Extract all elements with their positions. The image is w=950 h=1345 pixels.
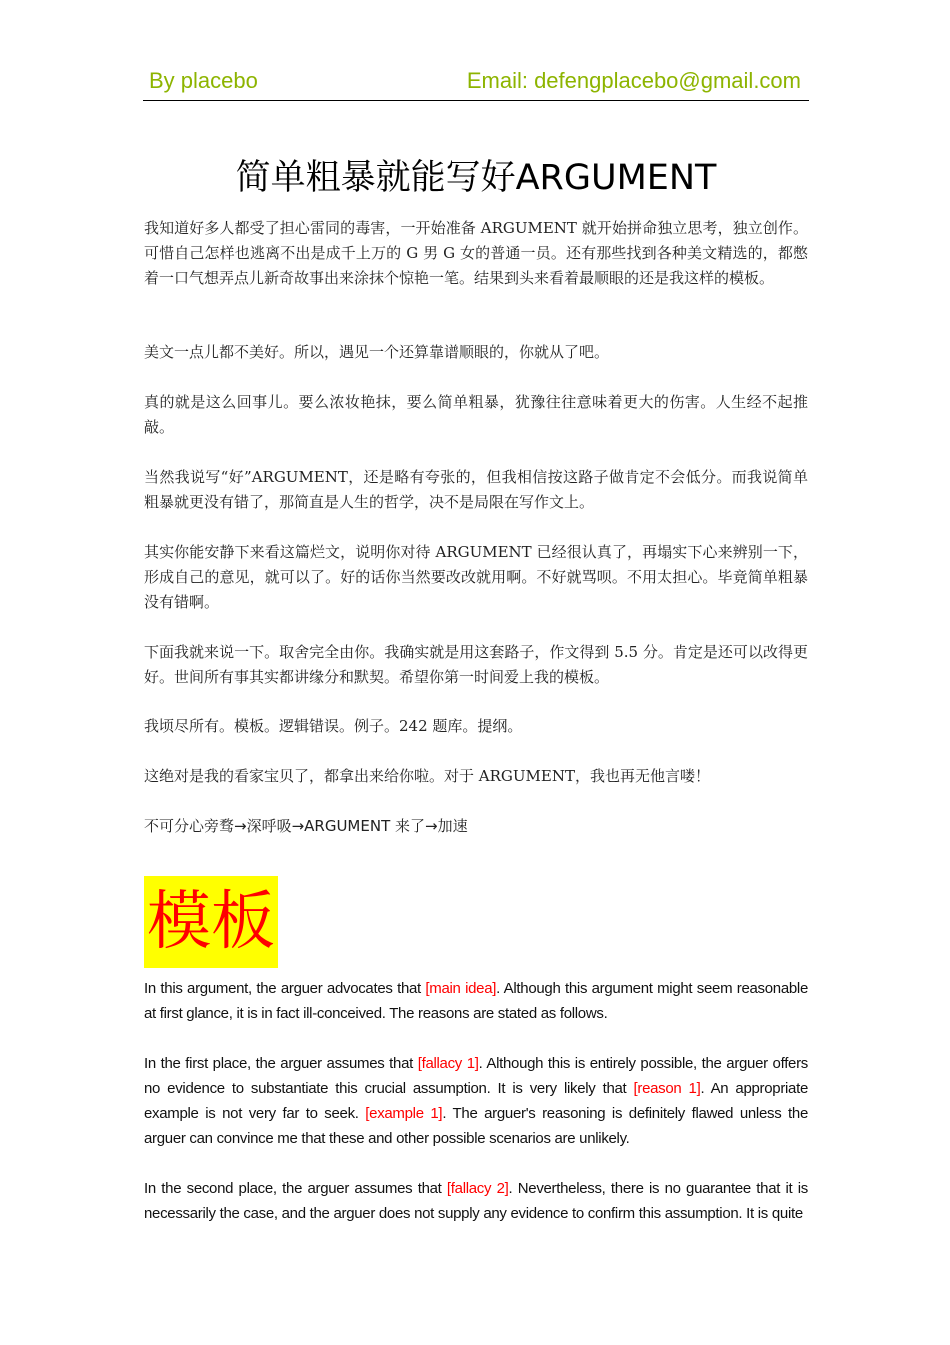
template-paragraph-1 — [144, 976, 808, 1026]
document-title: 简单粗暴就能写好ARGUMENT — [235, 158, 717, 198]
page-header — [143, 66, 809, 101]
template-text: In the first place, the arguer assumes that — [144, 1055, 418, 1072]
paragraph-5: 其实你能安静下来看这篇烂文，说明你对待 ARGUMENT 已经很认真了，再塌实下心来辨别一下，形成自己的意见，就可以了。好的话你当然要改改就用啊。不好就骂呗。不用太担心。毕竟简单粗暴没有错啊。 — [144, 543, 808, 611]
placeholder-fallacy-1: [fallacy 1] — [417, 1055, 479, 1072]
template-text: In the second place, the arguer assumes that — [144, 1180, 447, 1197]
template-paragraph-2 — [144, 1051, 808, 1151]
template-heading-label: 模板 — [147, 885, 275, 959]
placeholder-reason-1: [reason 1] — [633, 1080, 701, 1097]
placeholder-example-1: [example 1] — [365, 1105, 443, 1122]
template-text: . Nevertheless, there is no guarantee that it is necessarily the case, and the arguer does not supply any evidence to confirm this assumption. It is quite — [144, 1180, 808, 1222]
paragraph-6: 下面我就来说一下。取舍完全由你。我确实就是用这套路子，作文得到 5.5 分。肯定是还可以改得更好。世间所有事其实都讲缘分和默契。希望你第一时间爱上我的模板。 — [144, 643, 808, 686]
template-paragraph-3 — [144, 1176, 808, 1226]
template-text: . Although this is entirely possible, the arguer offers no evidence to substantiate this crucial assumption. It is very likely that — [144, 1055, 808, 1097]
paragraph-4: 当然我说写“好”ARGUMENT，还是略有夸张的，但我相信按这路子做肯定不会低分。而我说简单粗暴就更没有错了，那简直是人生的哲学，决不是局限在写作文上。 — [144, 468, 808, 511]
email-label: Email: defengplacebo@gmail.com — [466, 68, 801, 93]
template-heading — [144, 876, 278, 968]
placeholder-main-idea: [main idea] — [425, 980, 497, 997]
paragraph-1: 我知道好多人都受了担心雷同的毒害，一开始准备 ARGUMENT 就开始拼命独立思考，独立创作。可惜自己怎样也逃离不出是成千上万的 G 男 G 女的普通一员。还有那些找到各种美文精选的，都憋着一口气想弄点儿新奇故事出来涂抹个惊艳一笔。结果到头来看着最顺眼的还是我这样的模板。 — [144, 219, 808, 287]
paragraph-2: 美文一点儿都不美好。所以，遇见一个还算靠谱顺眼的，你就从了吧。 — [144, 343, 610, 361]
paragraph-7: 我顷尽所有。模板。逻辑错误。例子。242 题库。提纲。 — [144, 717, 523, 735]
author-label: By placebo — [149, 68, 258, 93]
paragraph-9: 不可分心旁骛→深呼吸→ARGUMENT 来了→加速 — [144, 817, 468, 835]
template-text: . The arguer's reasoning is definitely flawed unless the arguer can convince me that these and other possible scenarios are unlikely. — [144, 1105, 809, 1147]
template-text: . An appropriate example is not very far to seek. — [144, 1080, 809, 1122]
template-text: In this argument, the arguer advocates that — [144, 980, 426, 997]
template-text: . Although this argument might seem reasonable at first glance, it is in fact ill-conceived. The reasons are stated as follows. — [144, 980, 809, 1022]
placeholder-fallacy-2: [fallacy 2] — [446, 1180, 509, 1197]
paragraph-8: 这绝对是我的看家宝贝了，都拿出来给你啦。对于 ARGUMENT，我也再无他言喽！ — [144, 767, 710, 785]
paragraph-3: 真的就是这么回事儿。要么浓妆艳抹，要么简单粗暴，犹豫往往意味着更大的伤害。人生经不起推敲。 — [144, 393, 808, 436]
